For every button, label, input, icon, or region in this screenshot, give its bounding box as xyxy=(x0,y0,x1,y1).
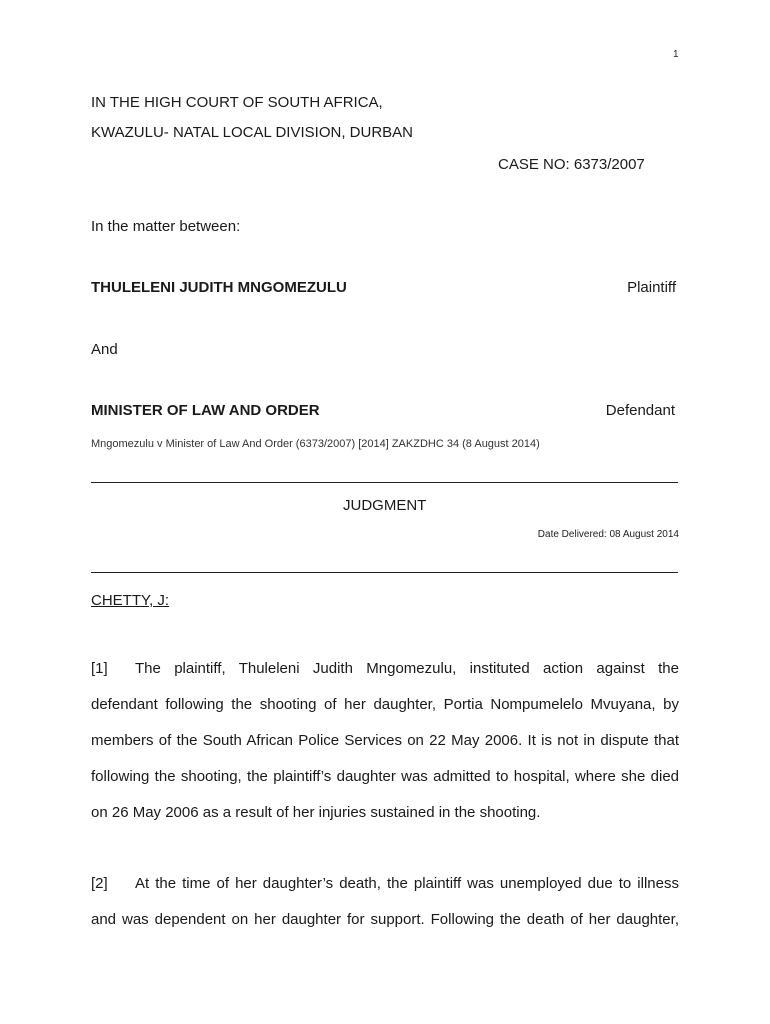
case-number: CASE NO: 6373/2007 xyxy=(498,156,645,173)
paragraph-1 xyxy=(91,651,679,831)
page-number: 1 xyxy=(673,49,679,60)
date-delivered: Date Delivered: 08 August 2014 xyxy=(537,529,679,540)
divider-top xyxy=(91,482,678,483)
paragraph-line: members of the South African Police Services on 22 May 2006. It is not in dispute that xyxy=(91,732,679,749)
defendant-role: Defendant xyxy=(605,402,675,419)
paragraph-text: At the time of her daughter’s death, the plaintiff was unemployed due to illness xyxy=(135,875,679,892)
defendant-name: MINISTER OF LAW AND ORDER xyxy=(91,402,320,419)
paragraph-line xyxy=(91,651,679,687)
paragraph-line: on 26 May 2006 as a result of her injuries sustained in the shooting. xyxy=(91,804,541,821)
paragraph-line: defendant following the shooting of her daughter, Portia Nompumelelo Mvuyana, by xyxy=(91,696,679,713)
paragraph-number: [1] xyxy=(91,660,108,677)
paragraph-line xyxy=(91,866,679,902)
judgment-title: JUDGMENT xyxy=(343,497,427,514)
paragraph-line: following the shooting, the plaintiff’s daughter was admitted to hospital, where she died xyxy=(91,768,679,785)
paragraph-line: and was dependent on her daughter for support. Following the death of her daughter, xyxy=(91,911,679,928)
plaintiff-name: THULELENI JUDITH MNGOMEZULU xyxy=(91,279,347,296)
paragraph-number: [2] xyxy=(91,875,108,892)
paragraph-2 xyxy=(91,866,679,938)
divider-bottom xyxy=(91,572,678,573)
paragraph-text: The plaintiff, Thuleleni Judith Mngomezulu, instituted action against the xyxy=(135,660,679,677)
court-name-line2: KWAZULU- NATAL LOCAL DIVISION, DURBAN xyxy=(91,124,413,141)
plaintiff-role: Plaintiff xyxy=(627,279,676,296)
court-name-line1: IN THE HIGH COURT OF SOUTH AFRICA, xyxy=(91,94,383,111)
and-label: And xyxy=(91,341,118,358)
judge-name: CHETTY, J: xyxy=(91,592,170,609)
matter-between: In the matter between: xyxy=(91,218,241,235)
case-citation: Mngomezulu v Minister of Law And Order (6373/2007) [2014] ZAKZDHC 34 (8 August 2014) xyxy=(91,438,540,450)
